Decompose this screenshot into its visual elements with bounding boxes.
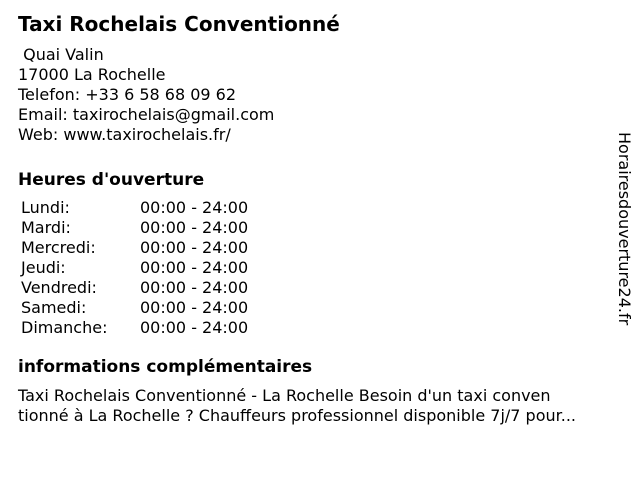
opening-hours-table xyxy=(21,198,640,338)
day-label: Mercredi: xyxy=(21,238,96,257)
phone-line: Telefon: +33 6 58 68 09 62 xyxy=(18,85,237,104)
day-hours: 00:00 - 24:00 xyxy=(140,258,249,277)
address-city: 17000 La Rochelle xyxy=(18,65,166,84)
day-hours: 00:00 - 24:00 xyxy=(140,318,249,337)
address-street: Quai Valin xyxy=(18,45,104,64)
site-watermark-vertical: Horairesdouverture24.fr xyxy=(615,132,634,326)
day-hours: 00:00 - 24:00 xyxy=(140,238,249,257)
hours-row-friday xyxy=(21,278,640,298)
hours-row-thursday xyxy=(21,258,640,278)
info-text-line2: tionné à La Rochelle ? Chauffeurs professionnel disponible 7j/7 pour... xyxy=(18,406,576,425)
email-line: Email: taxirochelais@gmail.com xyxy=(18,105,275,124)
opening-hours-heading: Heures d'ouverture xyxy=(18,170,205,190)
day-label: Dimanche: xyxy=(21,318,108,337)
info-text-line1: Taxi Rochelais Conventionné - La Rochelle Besoin d'un taxi conven xyxy=(18,386,551,405)
day-label: Lundi: xyxy=(21,198,70,217)
day-hours: 00:00 - 24:00 xyxy=(140,298,249,317)
hours-row-sunday xyxy=(21,318,640,338)
additional-info-text xyxy=(18,386,618,426)
additional-info-heading: informations complémentaires xyxy=(18,357,313,377)
day-label: Jeudi: xyxy=(21,258,66,277)
hours-row-wednesday xyxy=(21,238,640,258)
day-label: Vendredi: xyxy=(21,278,97,297)
contact-block xyxy=(18,45,640,145)
day-label: Mardi: xyxy=(21,218,71,237)
hours-row-tuesday xyxy=(21,218,640,238)
day-hours: 00:00 - 24:00 xyxy=(140,198,249,217)
day-hours: 00:00 - 24:00 xyxy=(140,218,249,237)
hours-row-saturday xyxy=(21,298,640,318)
business-name: Taxi Rochelais Conventionné xyxy=(18,12,340,36)
day-label: Samedi: xyxy=(21,298,87,317)
day-hours: 00:00 - 24:00 xyxy=(140,278,249,297)
web-line: Web: www.taxirochelais.fr/ xyxy=(18,125,231,144)
hours-row-monday xyxy=(21,198,640,218)
